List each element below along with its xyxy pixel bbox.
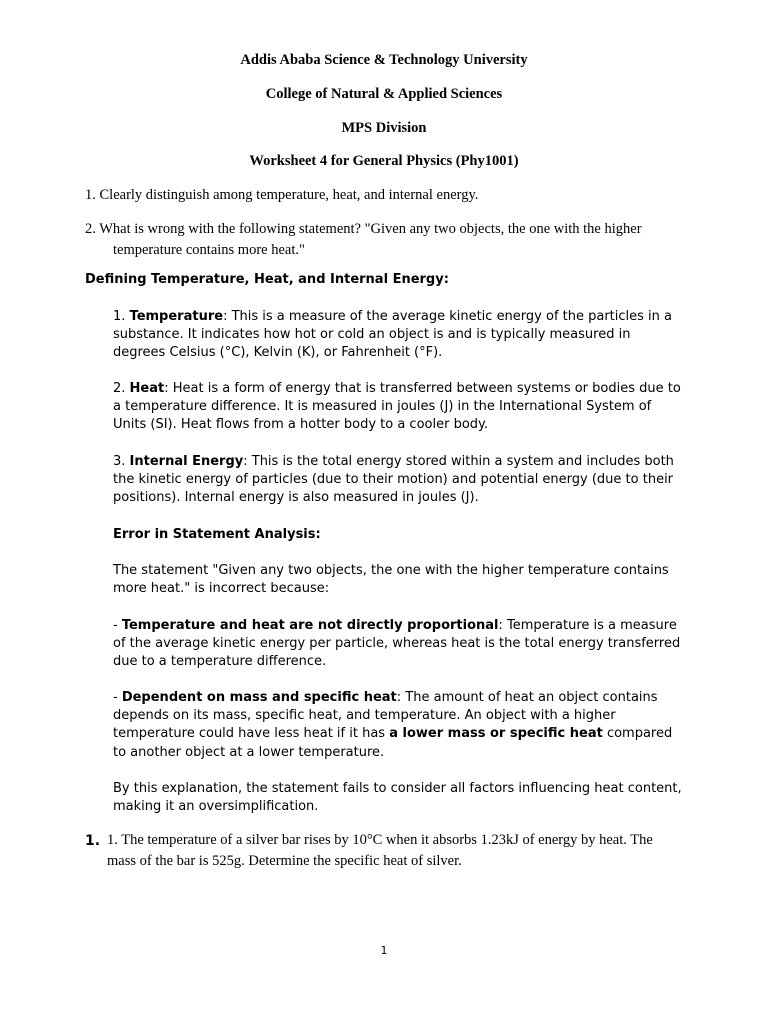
definition-text: : Heat is a form of energy that is transferred between systems or bodies due to a temperature difference. It is measured in joules (J) in the International System of Units (SI). Heat flows from a hotter body to a cooler body.	[113, 381, 681, 433]
definition-number: 1.	[113, 309, 130, 324]
problem-marker: 1.	[85, 833, 101, 849]
question-2	[85, 219, 685, 261]
point-not-proportional	[113, 617, 683, 672]
definition-text: : This is a measure of the average kinetic energy of the particles in a substance. It indicates how hot or cold an object is and is typically measured in degrees Celsius (°C), Kelvin (K), or Fahrenheit (°F).	[113, 309, 673, 361]
point-term-2: a lower mass or specific heat	[389, 726, 603, 742]
term-temperature: Temperature	[129, 309, 224, 324]
college-title: College of Natural & Applied Sciences	[265, 86, 503, 102]
point-dash: -	[113, 618, 122, 633]
definition-internal-energy	[113, 453, 683, 508]
statement-paragraph: The statement "Given any two objects, the one with the higher temperature contains more heat." is incorrect because:	[113, 563, 669, 597]
definition-number: 2.	[113, 381, 130, 396]
point-mass-specific-heat	[113, 689, 683, 762]
conclusion-paragraph: By this explanation, the statement fails to consider all factors influencing heat content, making it an oversimplification.	[113, 781, 682, 815]
question-2-line2: temperature contains more heat."	[113, 242, 305, 258]
problem-line1: 1. The temperature of a silver bar rises by 10°C when it absorbs 1.23kJ of energy by heat. The	[107, 832, 653, 848]
page-number: 1	[380, 944, 388, 957]
definition-temperature	[113, 308, 683, 363]
problem-line2: mass of the bar is 525g. Determine the specific heat of silver.	[107, 853, 462, 869]
definition-heat	[113, 380, 683, 435]
university-title: Addis Ababa Science & Technology University	[240, 52, 528, 68]
point-text-2: compared to another object at a lower temperature.	[113, 726, 673, 760]
answer-heading: Defining Temperature, Heat, and Internal Energy:	[85, 272, 449, 287]
division-title: MPS Division	[341, 120, 427, 136]
definition-number: 3.	[113, 454, 130, 469]
term-heat: Heat	[129, 381, 165, 396]
point-term: Dependent on mass and specific heat	[121, 690, 397, 705]
worksheet-title: Worksheet 4 for General Physics (Phy1001)	[249, 153, 519, 169]
error-analysis-heading: Error in Statement Analysis:	[113, 527, 321, 542]
term-internal-energy: Internal Energy	[129, 454, 244, 469]
point-text: : The amount of heat an object contains depends on its mass, specific heat, and temperature. An object with a higher temperature could have less heat if it has	[113, 690, 658, 742]
definition-text: : This is the total energy stored within a system and includes both the kinetic energy of particles (due to their motion) and potential energy (due to their positions). Internal energy is also measured in joules (J).	[113, 454, 674, 506]
point-text: : Temperature is a measure of the average kinetic energy per particle, whereas heat is the total energy transferred due to a temperature difference.	[113, 618, 681, 670]
point-dash: -	[113, 690, 122, 705]
question-1: 1. Clearly distinguish among temperature, heat, and internal energy.	[85, 187, 479, 203]
question-2-line1: 2. What is wrong with the following statement? "Given any two objects, the one with the higher	[85, 221, 642, 237]
problem-1	[107, 830, 697, 872]
point-term: Temperature and heat are not directly proportional	[121, 618, 499, 633]
